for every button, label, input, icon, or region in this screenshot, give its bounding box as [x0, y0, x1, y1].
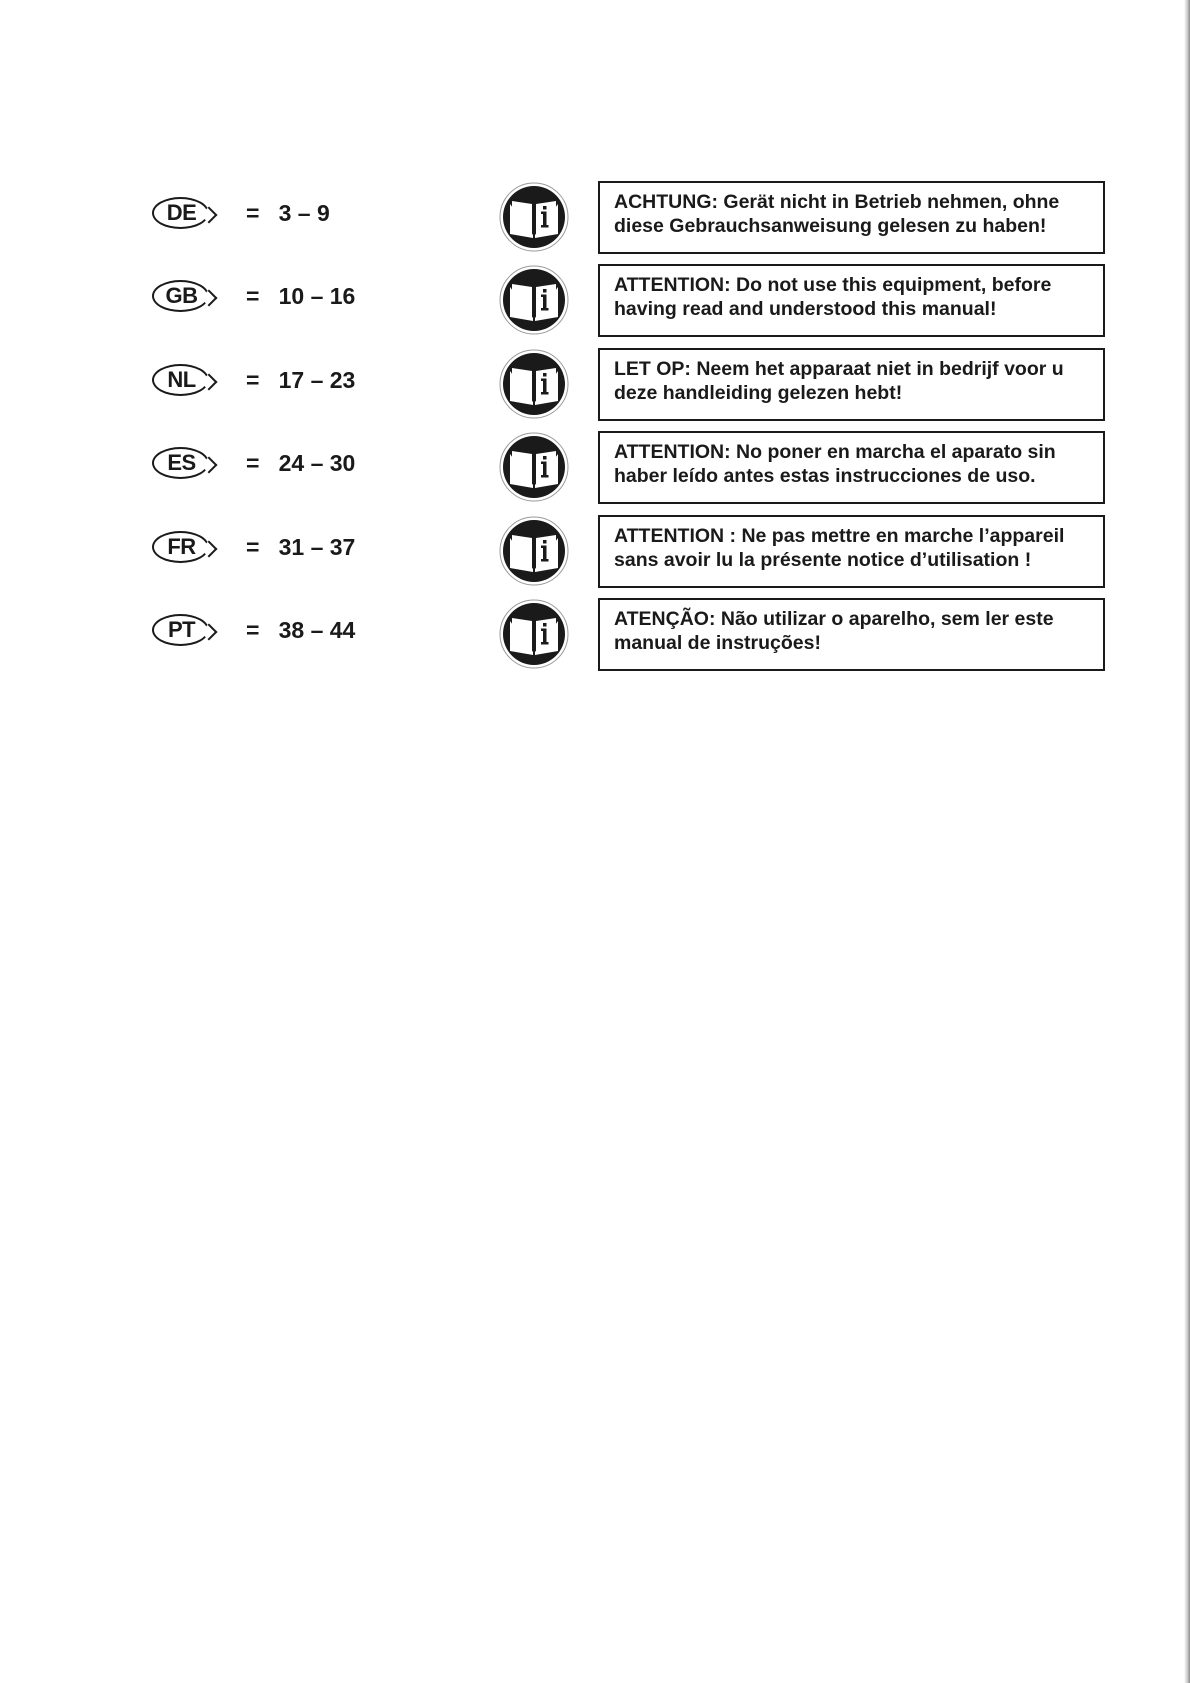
language-code: ES [167, 450, 196, 475]
language-code: GB [165, 283, 198, 308]
page-range: = 17 – 23 [246, 366, 356, 393]
warning-line-1: ATTENTION : Ne pas mettre en marche l’appareil [614, 525, 1065, 547]
warning-line-2: diese Gebrauchsanweisung gelesen zu haben! [614, 215, 1047, 237]
warning-box [598, 348, 1105, 421]
language-badge-icon [152, 447, 209, 479]
warning-box [598, 515, 1105, 588]
warning-line-2: deze handleiding gelezen hebt! [614, 382, 903, 404]
warning-line-1: ATENÇÃO: Não utilizar o aparelho, sem ler este [614, 608, 1054, 630]
language-badge-icon [152, 531, 209, 563]
language-code: PT [167, 617, 196, 642]
warning-box [598, 598, 1105, 671]
language-badge-icon [152, 614, 209, 646]
warning-line-1: LET OP: Neem het apparaat niet in bedrijf voor u [614, 358, 1064, 380]
language-code: NL [167, 367, 196, 392]
language-badge-icon [152, 364, 209, 396]
warning-line-1: ATTENTION: No poner en marcha el aparato sin [614, 441, 1056, 463]
warning-line-1: ATTENTION: Do not use this equipment, before [614, 274, 1052, 296]
page-range: = 38 – 44 [246, 616, 356, 643]
page-range: = 3 – 9 [246, 199, 330, 226]
language-row-pt [0, 608, 1190, 698]
page-range: = 24 – 30 [246, 449, 356, 476]
language-code: DE [166, 200, 197, 225]
warning-box [598, 181, 1105, 254]
warning-line-2: having read and understood this manual! [614, 298, 997, 320]
warning-line-2: manual de instruções! [614, 632, 821, 654]
read-manual-icon [499, 516, 569, 586]
read-manual-icon [499, 265, 569, 335]
read-manual-icon [499, 182, 569, 252]
read-manual-icon [499, 349, 569, 419]
language-badge-icon [152, 280, 209, 312]
language-code: FR [167, 534, 196, 559]
language-badge-icon [152, 197, 209, 229]
warning-box [598, 431, 1105, 504]
warning-line-1: ACHTUNG: Gerät nicht in Betrieb nehmen, ohne [614, 191, 1060, 213]
warning-line-2: haber leído antes estas instrucciones de uso. [614, 465, 1036, 487]
read-manual-icon [499, 599, 569, 669]
read-manual-icon [499, 432, 569, 502]
page-range: = 31 – 37 [246, 533, 356, 560]
page-range: = 10 – 16 [246, 282, 356, 309]
warning-box [598, 264, 1105, 337]
warning-line-2: sans avoir lu la présente notice d’utilisation ! [614, 549, 1032, 571]
